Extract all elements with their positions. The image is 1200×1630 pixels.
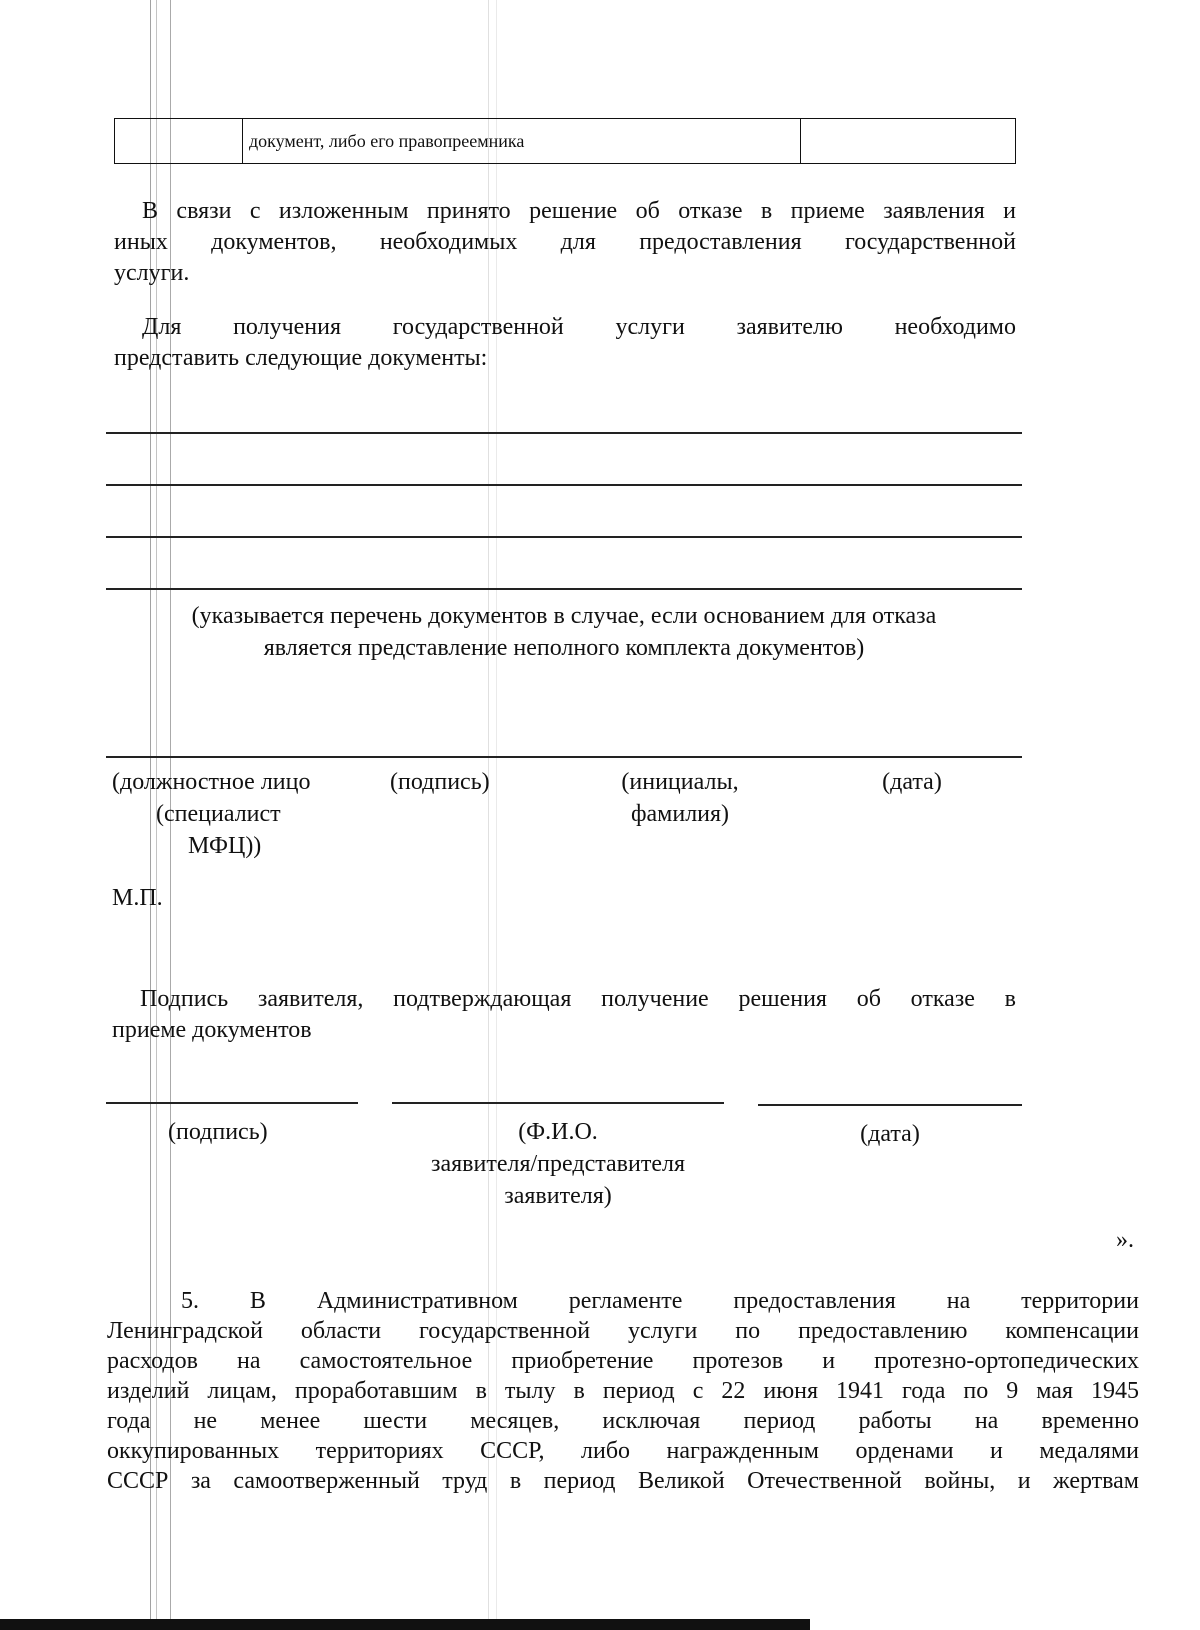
- official-signature-line[interactable]: [106, 756, 1022, 758]
- official-position-label: [112, 766, 352, 862]
- table-cell-text: документ, либо его правопреемника: [249, 131, 525, 151]
- paragraph-line: изделий лицам, проработавшим в тылу в период с 22 июня 1941 года по 9 мая 1945: [107, 1378, 1139, 1404]
- paragraph-line: представить следующие документы:: [114, 345, 488, 371]
- official-signature-label: (подпись): [390, 769, 490, 795]
- paragraph-line: года не менее шести месяцев, исключая период работы на временно: [107, 1408, 1139, 1434]
- note-line: является представление неполного комплекта документов): [263, 635, 865, 661]
- paragraph-line: Подпись заявителя, подтверждающая получение решения об отказе в: [140, 986, 1016, 1012]
- label-line: заявителя): [504, 1183, 612, 1209]
- required-documents-paragraph: [114, 312, 1016, 374]
- paragraph-line: В связи с изложенным принято решение об отказе в приеме заявления и: [142, 198, 1016, 224]
- note-line: (указывается перечень документов в случае, если основанием для отказа: [191, 603, 937, 629]
- paragraph-line: СССР за самоотверженный труд в период Великой Отечественной войны, и жертвам: [107, 1468, 1139, 1494]
- label-line: (специалист: [156, 801, 281, 827]
- label-line: (Ф.И.О.: [518, 1119, 598, 1145]
- paragraph-line: Для получения государственной услуги заявителю необходимо: [142, 314, 1016, 340]
- label-line: (должностное лицо: [112, 769, 311, 795]
- scan-bottom-edge-gap: [810, 1612, 1200, 1630]
- label-line: фамилия): [630, 801, 730, 827]
- applicant-signature-label: (подпись): [168, 1119, 268, 1145]
- table-cell-number: [115, 119, 243, 163]
- label-line: (инициалы,: [621, 769, 739, 795]
- label-line: заявителя/представителя: [431, 1151, 685, 1177]
- applicant-confirmation-paragraph: [112, 984, 1016, 1046]
- label-line: МФЦ)): [188, 833, 262, 859]
- amendment-paragraph-5: [107, 1286, 1139, 1496]
- documents-fill-line[interactable]: [106, 484, 1022, 486]
- paragraph-line: 5. В Административном регламенте предоставления на территории: [181, 1288, 1139, 1314]
- applicant-name-label: [392, 1116, 724, 1212]
- documents-table: [114, 118, 1016, 164]
- table-cell-note: [801, 119, 1015, 163]
- documents-fill-line[interactable]: [106, 536, 1022, 538]
- documents-fill-line[interactable]: [106, 432, 1022, 434]
- paragraph-line: услуги.: [114, 260, 190, 286]
- table-cell-description: [243, 119, 801, 163]
- documents-note: [106, 600, 1022, 664]
- closing-quote: ».: [1116, 1227, 1134, 1253]
- paragraph-line: оккупированных территориях СССР, либо награжденным орденами и медалями: [107, 1438, 1139, 1464]
- paragraph-line: Ленинградской области государственной услуги по предоставлению компенсации: [107, 1318, 1139, 1344]
- paragraph-line: иных документов, необходимых для предоставления государственной: [114, 229, 1016, 255]
- applicant-name-line[interactable]: [392, 1102, 724, 1104]
- refusal-decision-paragraph: [114, 196, 1016, 289]
- official-initials-label: [600, 766, 760, 830]
- official-date-label: (дата): [882, 769, 942, 795]
- paragraph-line: расходов на самостоятельное приобретение протезов и протезно-ортопедических: [107, 1348, 1139, 1374]
- applicant-date-line[interactable]: [758, 1104, 1022, 1106]
- applicant-signature-line[interactable]: [106, 1102, 358, 1104]
- paragraph-line: приеме документов: [112, 1017, 312, 1043]
- documents-fill-line[interactable]: [106, 588, 1022, 590]
- stamp-place-label: М.П.: [112, 885, 163, 911]
- applicant-date-label: (дата): [860, 1121, 920, 1147]
